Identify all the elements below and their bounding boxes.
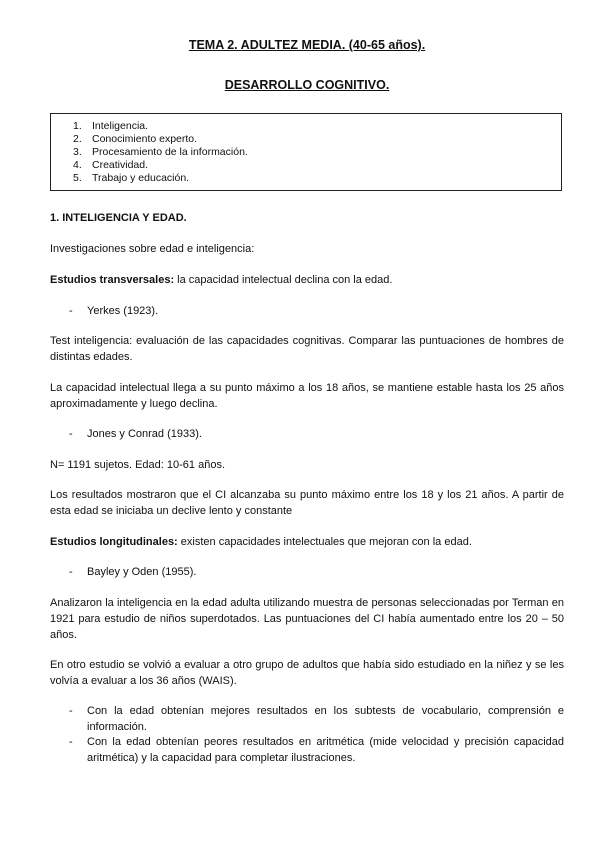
bullet-text: Con la edad obtenían mejores resultados en los subtests de vocabulario, comprensión e información.	[87, 705, 564, 733]
bullet-text: Con la edad obtenían peores resultados en aritmética (mide velocidad y precisión capacidad aritmética) y la capacidad para completar ilustraciones.	[87, 736, 564, 764]
toc-number: 3.	[73, 146, 82, 158]
toc-item	[51, 172, 561, 185]
longitudinales-paragraph	[50, 534, 564, 550]
transversales-text: la capacidad intelectual declina con la edad.	[174, 274, 393, 286]
paragraph: Los resultados mostraron que el CI alcanzaba su punto máximo entre los 18 y los 21 años. A partir de esta edad se iniciaba un declive lento y constante	[50, 489, 564, 517]
toc-number: 2.	[73, 133, 82, 145]
document-title: TEMA 2. ADULTEZ MEDIA. (40-65 años).	[188, 38, 426, 52]
toc-number: 4.	[73, 159, 82, 171]
dash-marker: -	[69, 705, 73, 717]
dash-marker: -	[69, 428, 73, 440]
bullet-item	[69, 703, 564, 735]
toc-item	[51, 120, 561, 133]
dash-marker: -	[69, 736, 73, 748]
reference-item	[69, 426, 564, 442]
longitudinales-label: Estudios longitudinales:	[50, 536, 178, 548]
longitudinales-text: existen capacidades intelectuales que mejoran con la edad.	[177, 536, 472, 548]
dash-marker: -	[69, 566, 73, 578]
paragraph: En otro estudio se volvió a evaluar a otro grupo de adultos que había sido estudiado en la niñez y se les volvía a evaluar a los 36 años (WAIS).	[50, 659, 564, 687]
table-of-contents	[50, 113, 562, 191]
paragraph: La capacidad intelectual llega a su punto máximo a los 18 años, se mantiene estable hasta los 25 años aproximadamente y luego declina.	[50, 382, 564, 410]
dash-marker: -	[69, 305, 73, 317]
paragraph: Test inteligencia: evaluación de las capacidades cognitivas. Comparar las puntuaciones de hombres de distintas edades.	[50, 335, 564, 363]
toc-item	[51, 159, 561, 172]
toc-item	[51, 146, 561, 159]
toc-number: 5.	[73, 172, 82, 184]
toc-label: Creatividad.	[92, 159, 149, 171]
transversales-paragraph	[50, 272, 564, 288]
bullet-item	[69, 734, 564, 766]
toc-label: Trabajo y educación.	[92, 172, 190, 184]
toc-label: Inteligencia.	[92, 120, 149, 132]
reference-text: Jones y Conrad (1933).	[87, 428, 202, 440]
toc-label: Conocimiento experto.	[92, 133, 198, 145]
section-heading: 1. INTELIGENCIA Y EDAD.	[50, 212, 187, 224]
paragraph: Analizaron la inteligencia en la edad adulta utilizando muestra de personas seleccionadas por Terman en 1921 para estudio de niños superdotados. Las puntuaciones del CI había aumentado entre los 20 – 50 años.	[50, 597, 564, 641]
reference-text: Yerkes (1923).	[87, 305, 159, 317]
paragraph: N= 1191 sujetos. Edad: 10-61 años.	[50, 459, 226, 471]
toc-item	[51, 133, 561, 146]
reference-item	[69, 564, 564, 580]
intro-paragraph: Investigaciones sobre edad e inteligencia:	[50, 243, 255, 255]
reference-item	[69, 303, 564, 319]
transversales-label: Estudios transversales:	[50, 274, 175, 286]
toc-label: Procesamiento de la información.	[92, 146, 248, 158]
reference-text: Bayley y Oden (1955).	[87, 566, 197, 578]
toc-number: 1.	[73, 120, 82, 132]
document-subtitle: DESARROLLO COGNITIVO.	[224, 78, 390, 92]
